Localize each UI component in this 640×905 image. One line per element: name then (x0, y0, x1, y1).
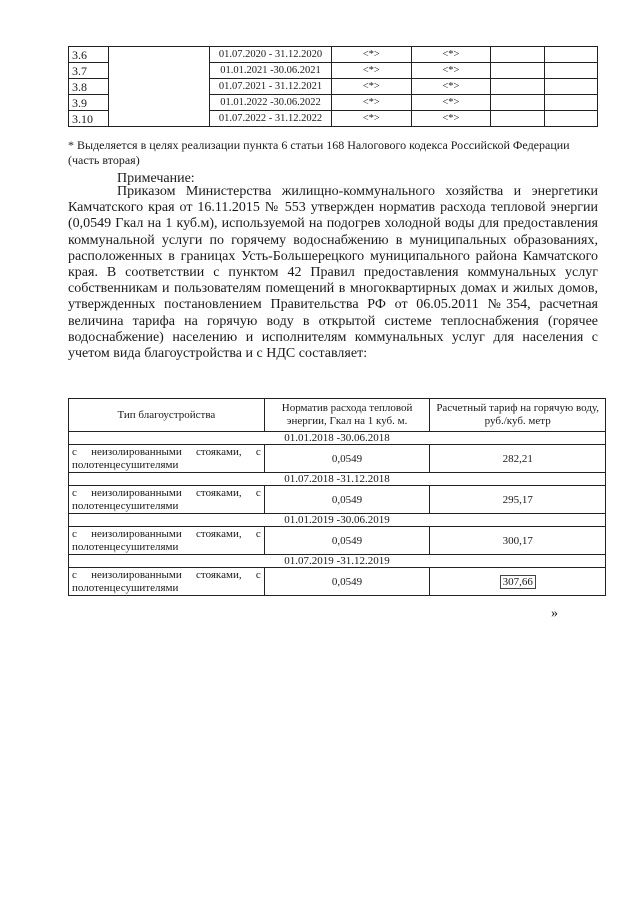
empty-cell (544, 47, 597, 63)
improvement-type-cell: с неизолированными стояками, с полотенцесушителями (69, 568, 265, 596)
period-cell: 01.01.2022 -30.06.2022 (210, 95, 332, 111)
tariff-periods-table (68, 46, 598, 127)
empty-cell (544, 63, 597, 79)
value-cell: <*> (331, 79, 411, 95)
period-cell: 01.07.2019 -31.12.2019 (69, 555, 606, 568)
period-row (69, 432, 606, 445)
table-row (69, 486, 606, 514)
table-row (69, 445, 606, 473)
footnote: * Выделяется в целях реализации пункта 6 статьи 168 Налогового кодекса Российской Федерации (часть вторая) (68, 138, 570, 167)
period-row (69, 473, 606, 486)
empty-cell (491, 63, 544, 79)
empty-cell (491, 47, 544, 63)
column-header: Расчетный тариф на горячую воду, руб./куб. метр (430, 399, 606, 432)
row-number: 3.8 (69, 79, 109, 95)
empty-cell (544, 79, 597, 95)
value-cell: <*> (331, 63, 411, 79)
empty-cell (491, 95, 544, 111)
period-cell: 01.01.2019 -30.06.2019 (69, 514, 606, 527)
empty-cell (491, 111, 544, 127)
table-row (69, 527, 606, 555)
value-cell: <*> (411, 95, 491, 111)
value-cell: <*> (331, 95, 411, 111)
empty-cell (544, 95, 597, 111)
norm-cell: 0,0549 (264, 445, 430, 473)
period-cell: 01.01.2021 -30.06.2021 (210, 63, 332, 79)
table-row (69, 47, 598, 63)
tariff-cell: 282,21 (430, 445, 606, 473)
value-cell: <*> (331, 111, 411, 127)
empty-cell (491, 79, 544, 95)
tariff-cell (430, 568, 606, 596)
norm-cell: 0,0549 (264, 568, 430, 596)
row-number: 3.6 (69, 47, 109, 63)
value-cell: <*> (411, 63, 491, 79)
boxed-tariff-value: 307,66 (500, 575, 536, 589)
value-cell: <*> (411, 47, 491, 63)
table-header-row (69, 399, 606, 432)
empty-cell (544, 111, 597, 127)
note-body (68, 184, 598, 362)
period-cell: 01.01.2018 -30.06.2018 (69, 432, 606, 445)
period-cell: 01.07.2022 - 31.12.2022 (210, 111, 332, 127)
period-row (69, 555, 606, 568)
norm-cell: 0,0549 (264, 527, 430, 555)
note-paragraph: Приказом Министерства жилищно-коммунального хозяйства и энергетики Камчатского края от 16.11.2015 № 553 утвержден норматив расхода тепловой энергии (0,0549 Гкал на 1 куб.м), используемой на подогрев холодной воды для предоставления коммунальной услуги по горячему водоснабжению в муниципальных образованиях, расположенных в границах Усть-Большерецкого муниципального района Камчатского края. В соответствии с пунктом 42 Правил предоставления коммунальных услуг собственникам и пользователям помещений в многоквартирных домах и жилых домов, утвержденных постановлением Правительства РФ от 06.05.2011 №354, расчетная величина тарифа на горячую воду в открытой системе теплоснабжения (горячее водоснабжение) населению и исполнителям коммунальных услуг для населения с учетом вида благоустройства и с НДС составляет: (68, 184, 598, 362)
row-number: 3.9 (69, 95, 109, 111)
period-cell: 01.07.2018 -31.12.2018 (69, 473, 606, 486)
improvement-type-cell: с неизолированными стояками, с полотенцесушителями (69, 486, 265, 514)
period-row (69, 514, 606, 527)
row-number: 3.10 (69, 111, 109, 127)
period-cell: 01.07.2020 - 31.12.2020 (210, 47, 332, 63)
merged-empty-cell (109, 47, 210, 127)
hot-water-tariff-table (68, 398, 606, 596)
value-cell: <*> (331, 47, 411, 63)
value-cell: <*> (411, 79, 491, 95)
norm-cell: 0,0549 (264, 486, 430, 514)
closing-quote: » (551, 606, 558, 621)
row-number: 3.7 (69, 63, 109, 79)
column-header: Норматив расхода тепловой энергии, Гкал на 1 куб. м. (264, 399, 430, 432)
table-row (69, 568, 606, 596)
value-cell: <*> (411, 111, 491, 127)
tariff-cell: 300,17 (430, 527, 606, 555)
column-header: Тип благоустройства (69, 399, 265, 432)
tariff-cell: 295,17 (430, 486, 606, 514)
period-cell: 01.07.2021 - 31.12.2021 (210, 79, 332, 95)
note-title: Примечание: (117, 171, 195, 186)
improvement-type-cell: с неизолированными стояками, с полотенцесушителями (69, 527, 265, 555)
improvement-type-cell: с неизолированными стояками, с полотенцесушителями (69, 445, 265, 473)
